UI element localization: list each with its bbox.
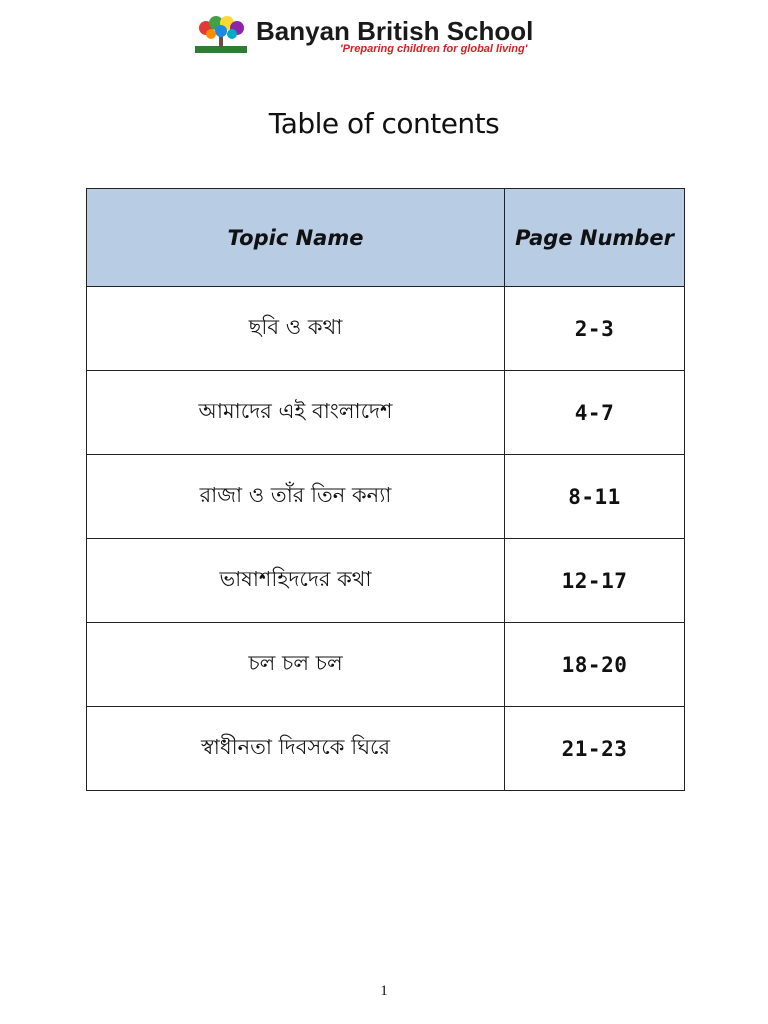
page-title: Table of contents (268, 107, 500, 140)
topic-name: স্বাধীনতা দিবসকে ঘিরে (87, 707, 505, 791)
page-range: 18-20 (505, 623, 685, 707)
contents-table (86, 188, 685, 791)
column-header-topic: Topic Name (87, 189, 505, 287)
school-tagline: 'Preparing children for global living' (340, 43, 528, 55)
page-range: 12-17 (505, 539, 685, 623)
table-header-row (87, 189, 685, 287)
page-range: 8-11 (505, 455, 685, 539)
page-range: 21-23 (505, 707, 685, 791)
topic-name: ভাষাশহিদদের কথা (87, 539, 505, 623)
table-row (87, 287, 685, 371)
school-name: Banyan British School (256, 16, 534, 46)
tree-logo-icon (192, 16, 250, 54)
column-header-page-number: Page Number (505, 189, 685, 287)
table-row (87, 707, 685, 791)
page-range: 4-7 (505, 371, 685, 455)
topic-name: চল চল চল (87, 623, 505, 707)
table-row (87, 371, 685, 455)
table-row (87, 623, 685, 707)
page-number: 1 (380, 983, 388, 999)
topic-name: আমাদের এই বাংলাদেশ (87, 371, 505, 455)
table-row (87, 455, 685, 539)
school-header (190, 14, 590, 58)
topic-name: রাজা ও তাঁর তিন কন্যা (87, 455, 505, 539)
page-range: 2-3 (505, 287, 685, 371)
topic-name: ছবি ও কথা (87, 287, 505, 371)
table-row (87, 539, 685, 623)
